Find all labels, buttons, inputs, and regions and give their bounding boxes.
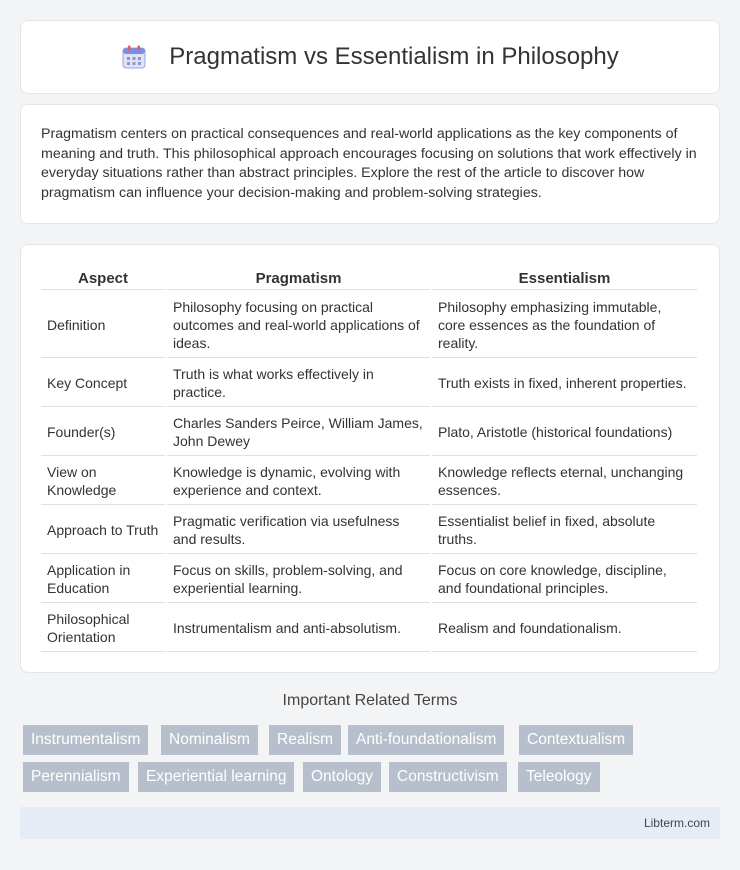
table-row — [41, 605, 697, 652]
footer-site-link[interactable]: Libterm.com — [643, 816, 710, 830]
term-tag-perennialism[interactable]: Perennialism — [23, 762, 129, 792]
table-row — [41, 292, 697, 358]
term-tag-experiential-learning[interactable]: Experiential learning — [138, 762, 294, 792]
table-cell-pragmatism: Pragmatic verification via usefulness and results. — [167, 507, 430, 554]
table-cell-pragmatism: Instrumentalism and anti-absolutism. — [167, 605, 430, 652]
term-tag-teleology[interactable]: Teleology — [518, 762, 600, 792]
table-cell-pragmatism: Truth is what works effectively in practice. — [167, 360, 430, 407]
table-cell-essentialism: Realism and foundationalism. — [432, 605, 697, 652]
comparison-table — [39, 265, 699, 654]
table-cell-aspect: Philosophical Orientation — [41, 605, 165, 652]
term-tag-contextualism[interactable]: Contextualism — [519, 725, 633, 755]
table-cell-essentialism: Plato, Aristotle (historical foundations) — [432, 409, 697, 456]
term-tag-nominalism[interactable]: Nominalism — [161, 725, 258, 755]
intro-text: Pragmatism centers on practical consequences and real-world applications as the key components of meaning and truth. This philosophical approach encourages focusing on solutions that work effectively in everyday situations rather than abstract principles. Explore the rest of the article to discover how pragmatism can influence your decision-making and problem-solving strategies. — [41, 126, 697, 201]
term-tag-constructivism[interactable]: Constructivism — [389, 762, 507, 792]
table-cell-essentialism: Philosophy emphasizing immutable, core essences as the foundation of reality. — [432, 292, 697, 358]
column-header-pragmatism: Pragmatism — [167, 267, 430, 290]
table-header-row — [41, 267, 697, 290]
table-cell-aspect: Approach to Truth — [41, 507, 165, 554]
table-cell-essentialism: Essentialist belief in fixed, absolute truths. — [432, 507, 697, 554]
table-cell-pragmatism: Charles Sanders Peirce, William James, John Dewey — [167, 409, 430, 456]
page-title: Pragmatism vs Essentialism in Philosophy — [169, 43, 619, 70]
table-cell-aspect: Key Concept — [41, 360, 165, 407]
term-tag-instrumentalism[interactable]: Instrumentalism — [23, 725, 148, 755]
table-cell-aspect: View on Knowledge — [41, 458, 165, 505]
table-cell-pragmatism: Philosophy focusing on practical outcomes and real-world applications of ideas. — [167, 292, 430, 358]
table-cell-aspect: Application in Education — [41, 556, 165, 603]
table-row — [41, 458, 697, 505]
related-terms-title: Important Related Terms — [282, 692, 458, 709]
table-cell-aspect: Definition — [41, 292, 165, 358]
table-cell-essentialism: Truth exists in fixed, inherent properties. — [432, 360, 697, 407]
table-row — [41, 556, 697, 603]
column-header-essentialism: Essentialism — [432, 267, 697, 290]
table-row — [41, 507, 697, 554]
intro-card — [20, 104, 720, 224]
table-row — [41, 409, 697, 456]
table-cell-pragmatism: Focus on skills, problem-solving, and experiential learning. — [167, 556, 430, 603]
term-tag-realism[interactable]: Realism — [269, 725, 341, 755]
calendar-icon — [121, 44, 147, 70]
term-tag-ontology[interactable]: Ontology — [303, 762, 381, 792]
table-cell-pragmatism: Knowledge is dynamic, evolving with experience and context. — [167, 458, 430, 505]
table-cell-essentialism: Focus on core knowledge, discipline, and foundational principles. — [432, 556, 697, 603]
column-header-aspect: Aspect — [41, 267, 165, 290]
footer — [20, 807, 720, 839]
comparison-card — [20, 244, 720, 673]
term-tag-anti-foundationalism[interactable]: Anti-foundationalism — [348, 725, 504, 755]
table-cell-aspect: Founder(s) — [41, 409, 165, 456]
header-card — [20, 20, 720, 94]
table-cell-essentialism: Knowledge reflects eternal, unchanging essences. — [432, 458, 697, 505]
table-row — [41, 360, 697, 407]
